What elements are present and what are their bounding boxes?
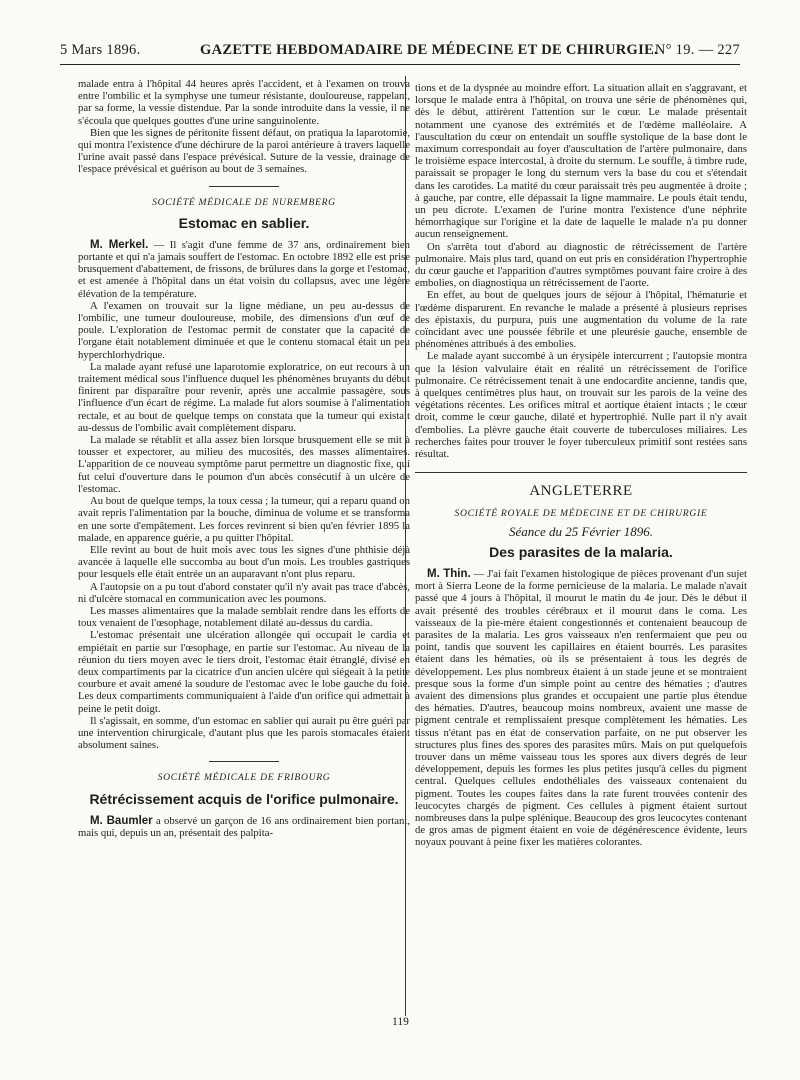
paragraph: L'estomac présentait une ulcération allongée qui occupait le cardia et empiétait en partie sur l'œsophage, en partie sur l'estomac. Au niveau de la réunion du tiers moyen avec le tiers droit, l'estomac était étranglé, divisé en deux compartiments par la cicatrice d'un ancien ulcère qui siégeait à la petite courbure et avait amené la soudure de l'estomac avec le lobe gauche du foie. Les deux compartiments communiquaient à l'aide d'un orifice qui admettait à peine le petit doigt.: [78, 629, 410, 715]
column-divider: [405, 76, 406, 1016]
left-column: [78, 78, 410, 1014]
paragraph: Bien que les signes de péritonite fissent défaut, on pratiqua la laparotomie, qui montra l'existence d'une déchirure de la paroi antérieure à travers laquelle l'urine avait passé dans l'espace prévésical. Suture de la vessie, drainage de l'espace prévésical et guérison au bout de 3 semaines.: [78, 126, 410, 176]
paragraph: A l'autopsie on a pu tout d'abord constater qu'il n'y avait pas trace d'abcès, ni d'ulcère stomacal en communication avec les poumons.: [78, 580, 410, 605]
journal-title: GAZETTE HEBDOMADAIRE DE MÉDECINE ET DE CHIRURGIE.: [200, 42, 658, 58]
paragraph: La malade ayant refusé une laparotomie exploratrice, on eut recours à un traitement médical sous l'influence duquel les phénomènes bruyants du début finirent par disparaître pour revenir, après une accalmie passagère, sous l'influence d'un écart de régime. La malade fut alors soumise à l'alimentation rectale, et au bout de quelque temps on constata que la tumeur qui existait au-dessus de l'ombilic avait complètement disparu.: [78, 360, 410, 434]
paragraph: On s'arrêta tout d'abord au diagnostic de rétrécissement de l'artère pulmonaire. Mais plus tard, quand on eut pris en considération l'hypertrophie du cœur gauche et l'apparition d'autres symptômes pouvant faire croire à des embolies, on diagnostiqua un rétrécissement de l'aorte.: [415, 240, 747, 290]
speaker-name: M. Thin.: [427, 567, 471, 580]
right-column: [415, 82, 747, 1018]
society-heading: SOCIÉTÉ MÉDICALE DE NUREMBERG: [152, 196, 336, 208]
paragraph: A l'examen on trouvait sur la ligne médiane, un peu au-dessus de l'ombilic, une tumeur douloureuse, mobile, des dimensions d'un œuf de poule. L'exploration de l'estomac permit de constater que la capacité de l'organe était notablement diminuée et que le contenu stomacal était un peu hyperchlorhydrique.: [78, 299, 410, 361]
issue-date: 5 Mars 1896.: [60, 42, 141, 58]
paragraph: a observé un garçon de 16 ans ordinairement bien portant, mais qui, depuis un an, présentait des palpita-: [78, 814, 410, 839]
paragraph: Le malade ayant succombé à un érysipèle intercurrent ; l'autopsie montra que la lésion valvulaire était en réalité un rétrécissement de l'orifice pulmonaire. Ce rétrécissement tenait à une endocardite ancienne, tandis que, à quelques centimètres plus haut, on trouvait sur les parois de la veine des végétations récentes. Les orifices mitral et aortique étaient intacts ; le cœur droit, comme le cœur gauche, dilaté et hypertrophié. Nulle part il n'y avait d'embolies. La plèvre gauche était couverte de tuberculoses miliaires. Les recherches faites pour trouver le foyer tuberculeux primitif sont restées sans résultat.: [415, 350, 747, 461]
section-divider: [209, 186, 279, 187]
country-heading: ANGLETERRE: [529, 483, 633, 500]
paragraph: Elle revint au bout de huit mois avec tous les signes d'une phthisie déjà avancée à laquelle elle succomba au bout d'un mois. Les troubles gastriques pour lesquels elle était entrée un an auparavant n'ont plus reparu.: [78, 543, 410, 581]
section-divider: [209, 761, 279, 762]
issue-page-number: N° 19. — 227: [654, 42, 740, 58]
session-date: Séance du 25 Février 1896.: [508, 523, 654, 539]
running-header: [60, 42, 740, 60]
article-title: Estomac en sablier.: [178, 214, 310, 231]
paragraph: — Il s'agit d'une femme de 37 ans, ordinairement bien portante et qui n'a jamais souffert de l'estomac. En octobre 1892 elle est prise brusquement d'abattement, de frissons, de brûlures dans la gorge et l'estomac, et est amenée à l'hôpital dans un état voisin du collapsus, avec une légère élévation de la température.: [78, 238, 410, 300]
paragraph: — J'ai fait l'examen histologique de pièces provenant d'un sujet mort à Sierra Leone de la forme pernicieuse de la malaria. Le malade n'avait passé que 4 jours à l'hôpital, il mourut le matin du 4e jour. Dès le début il avait présenté des troubles cérébraux et il mourut dans le coma. Les vaisseaux de la pie-mère étaient congestionnés et contenaient beaucoup de parasites de la malaria. Les gros vaisseaux n'en renfermaient que peu ou point, tandis que souvent les capillaires en étaient bourrés. Les parasites étaient dans les hématies, où ils se présentaient à tous les degrés de développement. Les plus nombreux étaient à un stade jeune et se montraient presque sous la forme d'un simple point au centre des hématies ; d'autres avaient des dimensions plus grandes et occupaient une partie plus étendue des hématies. D'autres, beaucoup moins nombreux, avaient une masse de pigment centrale et remplissaient presque complètement les hématies. Les tissus n'étant pas en état de conservation parfaite, on ne put observer les structures plus fines des spores des parasites mûrs. Mais on put quelquefois trouver dans un même vaisseau tous les spores aux divers degrés de leur développement, depuis les formes les plus petites jusqu'à celles du pigment central. Quelques cellules endothéliales des vaisseaux contenaient du pigment. Toutes les coupes faites dans la rate furent trouvées contenir des leucocytes chargés de pigment. Ces cellules à pigment étaient surtout nombreuses dans la pulpe splénique. Beaucoup des gros leucocytes contenant de gros amas de pigment étaient en voie de dégénérescence évidente, leurs noyaux pouvant à peine fixer les matières colorantes.: [415, 567, 747, 849]
paragraph: malade entra à l'hôpital 44 heures après l'accident, et à l'examen on trouva entre l'ombilic et la symphyse une tumeur résistante, douloureuse, rappelant, par sa forme, la vessie distendue. Par la sonde introduite dans la vessie, il ne s'écoula que quelques gouttes d'une urine sanguinolente.: [78, 78, 410, 127]
speaker-name: M. Baumler: [90, 814, 153, 827]
paragraph: Les masses alimentaires que la malade semblait rendre dans les efforts de toux venaient de l'œsophage, notablement dilaté au-dessus du cardia.: [78, 604, 410, 630]
article-title: Des parasites de la malaria.: [489, 543, 673, 560]
society-heading: SOCIÉTÉ MÉDICALE DE FRIBOURG: [157, 772, 331, 784]
paragraph: tions et de la dyspnée au moindre effort. La situation allait en s'aggravant, et lorsque le malade entra à l'hôpital, on trouva une série de phénomènes qui, dès le début, attirèrent l'attention sur le cœur. Le malade présentait notamment une cyanose des extrémités et de l'œdème malléolaire. A l'auscultation du cœur on entendait un souffle systolique de la base dont le maximum correspondait au foyer d'auscultation de l'artère pulmonaire, dans le troisième espace intercostal, à droite du sternum. Le souffle, à timbre rude, paraissait se propager le long du sternum vers la base du cou et s'étendait dans les carotides. La matité du cœur paraissait très peu augmentée à droite ; à gauche, par contre, elle dépassait la ligne mammaire. Le pouls était tendu, un peu dicrote. L'examen de l'urine montra l'existence d'une néphrite hémorrhagique sur l'origine et la date de laquelle le malade n'a pu donner aucun renseignement.: [415, 82, 747, 241]
header-rule: [60, 64, 740, 65]
society-heading: SOCIÉTÉ ROYALE DE MÉDECINE ET DE CHIRURGIE: [454, 507, 708, 519]
speaker-name: M. Merkel.: [90, 238, 149, 251]
paragraph: Il s'agissait, en somme, d'un estomac en sablier qui aurait pu être guéri par une intervention chirurgicale, d'autant plus que les parois stomacales étaient absolument saines.: [78, 714, 410, 752]
paragraph: Au bout de quelque temps, la toux cessa ; la tumeur, qui a reparu quand on avait repris l'alimentation par la bouche, diminua de volume et se transforma en une sorte d'empâtement. Les forces revinrent si bien qu'en février 1895 la malade, en apparence guérie, a pu quitter l'hôpital.: [78, 495, 410, 544]
paragraph: En effet, au bout de quelques jours de séjour à l'hôpital, l'hématurie et l'œdème disparurent. En revanche le malade a présenté à plusieurs reprises des épistaxis, du purpura, puis une augmentation du volume de la rate coïncidant avec une poussée fébrile et une pleurésie gauche, ensemble de phénomènes attribués à des embolies.: [415, 289, 747, 351]
folio-number: 119: [392, 1016, 409, 1028]
section-divider: [415, 472, 747, 473]
article-title: Rétrécissement acquis de l'orifice pulmonaire.: [89, 790, 399, 807]
paragraph: La malade se rétablit et alla assez bien lorsque brusquement elle se mit à tousser et expectorer, au milieu des mucosités, des masses alimentaires. L'apparition de ce nouveau symptôme parut permettre un diagnostic fixe, qui fut celui d'ouverture dans le poumon d'un abcès consécutif à un ulcère de l'estomac.: [78, 434, 410, 495]
